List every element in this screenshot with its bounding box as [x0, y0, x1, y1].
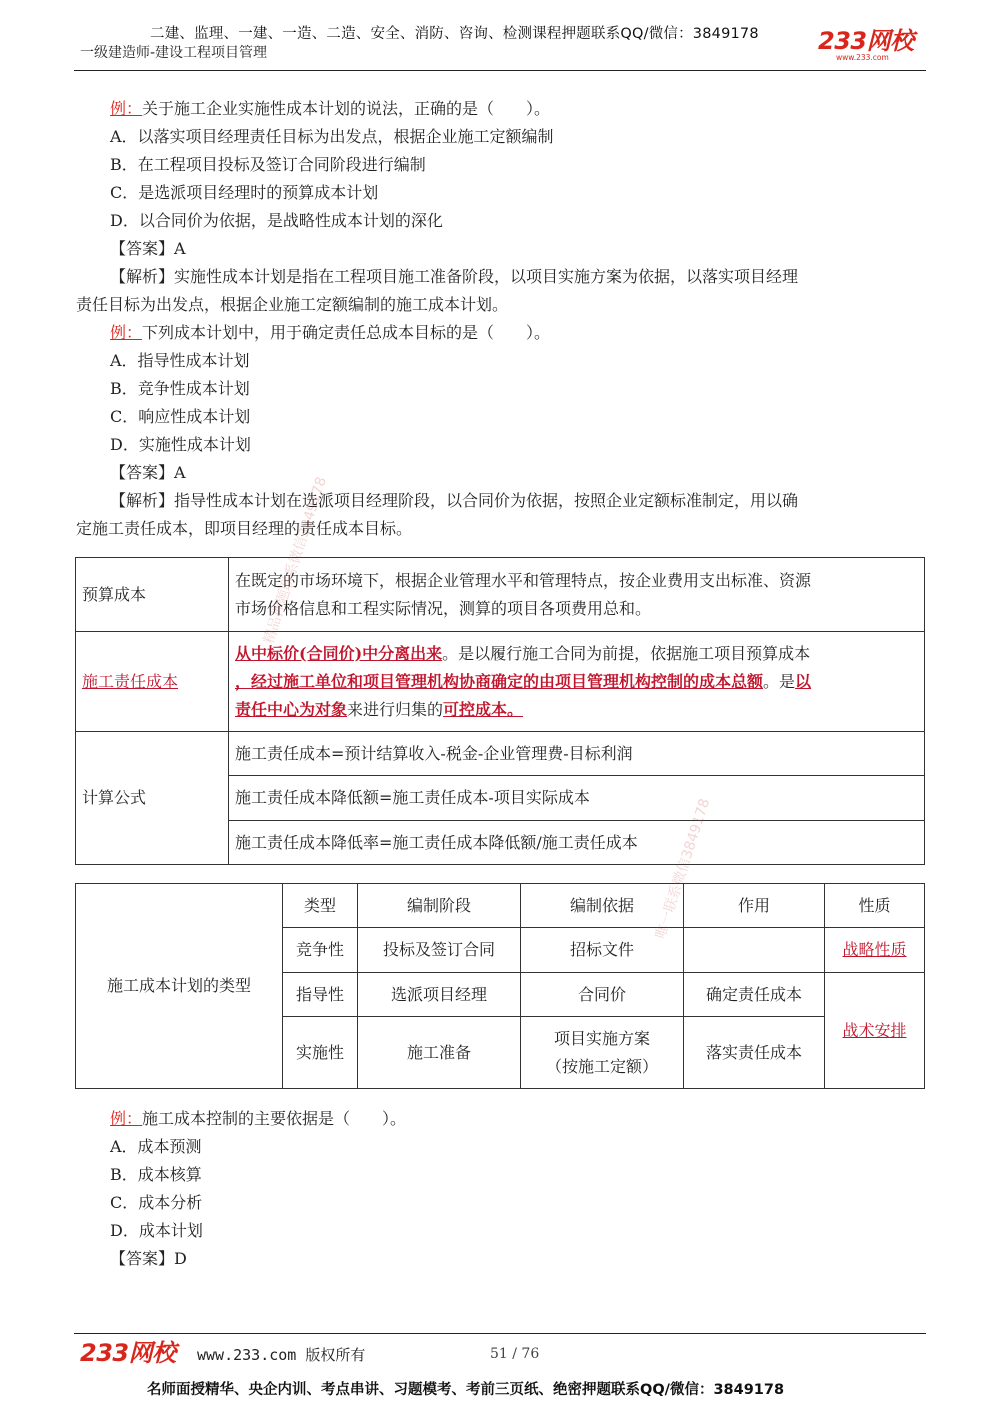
nature-strategic — [825, 928, 925, 973]
document-subtitle: 一级建造师-建设工程项目管理 — [80, 45, 268, 61]
cost-definition-table — [75, 557, 925, 865]
q3-option-d: D．成本计划 — [110, 1221, 203, 1240]
nature-tactical-text: 战术安排 — [842, 1020, 907, 1040]
q1-analysis-line2: 责任目标为出发点，根据企业施工定额编制的施工成本计划。 — [76, 295, 509, 314]
footer-divider — [74, 1333, 926, 1334]
budget-cost-desc-line1: 在既定的市场环境下，根据企业管理水平和管理特点，按企业费用支出标准、资源 — [235, 570, 812, 590]
highlight-with: 以 — [795, 671, 812, 691]
q2-analysis-line1: 【解析】指导性成本计划在选派项目经理阶段，以合同价为依据，按照企业定额标准制定，用以确 — [110, 491, 799, 510]
q1-stem: 关于施工企业实施性成本计划的说法，正确的是（ ）。 — [142, 99, 551, 118]
highlight-comma: ， — [235, 671, 252, 691]
q3-answer: 【答案】D — [110, 1249, 187, 1268]
q1-analysis-line1: 【解析】实施性成本计划是指在工程项目施工准备阶段，以项目实施方案为依据，以落实项目经理 — [110, 267, 799, 286]
budget-cost-desc-line2: 市场价格信息和工程实际情况，测算的项目各项费用总和。 — [235, 598, 652, 618]
implementing-basis-line2: （按施工定额） — [545, 1056, 658, 1076]
implementing-basis-line1: 项目实施方案 — [553, 1028, 650, 1048]
implementing-type: 实施性 — [283, 1017, 358, 1089]
q1-label: 例： — [110, 99, 143, 118]
nature-strategic-text: 战略性质 — [842, 940, 907, 959]
q2-option-c: C．响应性成本计划 — [110, 407, 251, 426]
table-row — [76, 632, 925, 732]
q2-option-b: B．竞争性成本计划 — [110, 379, 250, 398]
implementing-role: 落实责任成本 — [684, 1017, 825, 1089]
q1-option-c: C．是选派项目经理时的预算成本计划 — [110, 183, 379, 202]
header-promo: 二建、监理、一建、一造、二造、安全、消防、咨询、检测课程押题联系QQ/微信：3849178 — [150, 26, 759, 42]
highlight-negotiated: 经过施工单位和项目管理机构协商确定的由项目管理机构控制的成本总额 — [251, 671, 764, 691]
watermark-2: 唯一联系微信3849178 — [652, 796, 714, 941]
q2-stem-line — [110, 319, 550, 347]
highlight-responsibility-center: 责任中心为对象 — [235, 699, 348, 719]
q3-option-b: B．成本核算 — [110, 1165, 202, 1184]
q2-answer: 【答案】A — [110, 463, 186, 482]
guiding-type: 指导性 — [283, 973, 358, 1017]
guiding-basis: 合同价 — [521, 973, 684, 1017]
brand-logo-url: www.233.com — [836, 53, 889, 62]
header-role: 作用 — [684, 884, 825, 928]
competitive-stage: 投标及签订合同 — [358, 928, 521, 973]
implementing-stage: 施工准备 — [358, 1017, 521, 1089]
plain-text: 来进行归集的 — [347, 699, 444, 719]
q3-option-a: A．成本预测 — [110, 1137, 202, 1156]
cost-plan-type-table — [75, 883, 925, 1089]
plain-text: 。是 — [763, 671, 796, 691]
q2-option-a: A．指导性成本计划 — [110, 351, 250, 370]
responsibility-cost-line2 — [235, 668, 918, 696]
header-stage: 编制阶段 — [358, 884, 521, 928]
q2-option-d: D．实施性成本计划 — [110, 435, 251, 454]
implementing-basis — [521, 1017, 684, 1089]
brand-logo-bottom: 233网校 — [80, 1339, 176, 1367]
competitive-type: 竞争性 — [283, 928, 358, 973]
q1-option-d: D．以合同价为依据，是战略性成本计划的深化 — [110, 211, 443, 230]
formula-label: 计算公式 — [76, 732, 229, 865]
plain-text: 。是以履行施工合同为前提，依据施工项目预算成本 — [442, 643, 811, 663]
brand-logo-top — [818, 28, 914, 62]
guiding-role: 确定责任成本 — [684, 973, 825, 1017]
footer-promo: 名师面授精华、央企内训、考点串讲、习题模考、考前三页纸、绝密押题联系QQ/微信：3849178 — [147, 1382, 785, 1398]
q3-label: 例： — [110, 1109, 143, 1128]
budget-cost-label: 预算成本 — [76, 558, 229, 632]
responsibility-cost-line1 — [235, 640, 918, 668]
responsibility-cost-label — [76, 632, 229, 732]
budget-cost-desc — [229, 558, 925, 632]
q1-stem-line — [110, 95, 550, 123]
header-nature: 性质 — [825, 884, 925, 928]
competitive-role — [684, 928, 825, 973]
q2-analysis-line2: 定施工责任成本，即项目经理的责任成本目标。 — [76, 519, 413, 538]
responsibility-cost-desc — [229, 632, 925, 732]
footer-copyright: www.233.com 版权所有 — [197, 1346, 366, 1364]
responsibility-cost-label-text: 施工责任成本 — [82, 671, 179, 691]
header-type: 类型 — [283, 884, 358, 928]
competitive-basis: 招标文件 — [521, 928, 684, 973]
q2-stem: 下列成本计划中，用于确定责任总成本目标的是（ ）。 — [142, 323, 551, 342]
table-row — [76, 732, 925, 776]
formula-2: 施工责任成本降低额=施工责任成本-项目实际成本 — [229, 776, 925, 821]
guiding-stage: 选派项目经理 — [358, 973, 521, 1017]
page-number: 51 / 76 — [490, 1346, 540, 1362]
formula-3: 施工责任成本降低率=施工责任成本降低额/施工责任成本 — [229, 821, 925, 865]
responsibility-cost-line3 — [235, 696, 918, 724]
watermark-1: 精品押题联系微信3849178 — [260, 475, 330, 646]
q2-label: 例： — [110, 323, 143, 342]
highlight-controllable-cost: 可控成本。 — [443, 699, 524, 719]
q3-stem-line — [110, 1105, 406, 1133]
formula-1: 施工责任成本=预计结算收入-税金-企业管理费-目标利润 — [229, 732, 925, 776]
q3-stem: 施工成本控制的主要依据是（ ）。 — [142, 1109, 407, 1128]
brand-logo-text: 233网校 — [818, 27, 914, 55]
table-row — [76, 558, 925, 632]
q3-option-c: C．成本分析 — [110, 1193, 203, 1212]
q1-option-a: A．以落实项目经理责任目标为出发点，根据企业施工定额编制 — [110, 127, 554, 146]
plan-type-label: 施工成本计划的类型 — [76, 884, 283, 1089]
header-divider — [74, 70, 926, 71]
table-row — [76, 884, 925, 928]
q1-option-b: B．在工程项目投标及签订合同阶段进行编制 — [110, 155, 426, 174]
q1-answer: 【答案】A — [110, 239, 186, 258]
highlight-separated: 从中标价(合同价)中分离出来 — [235, 643, 443, 663]
header-basis: 编制依据 — [521, 884, 684, 928]
nature-tactical — [825, 973, 925, 1089]
